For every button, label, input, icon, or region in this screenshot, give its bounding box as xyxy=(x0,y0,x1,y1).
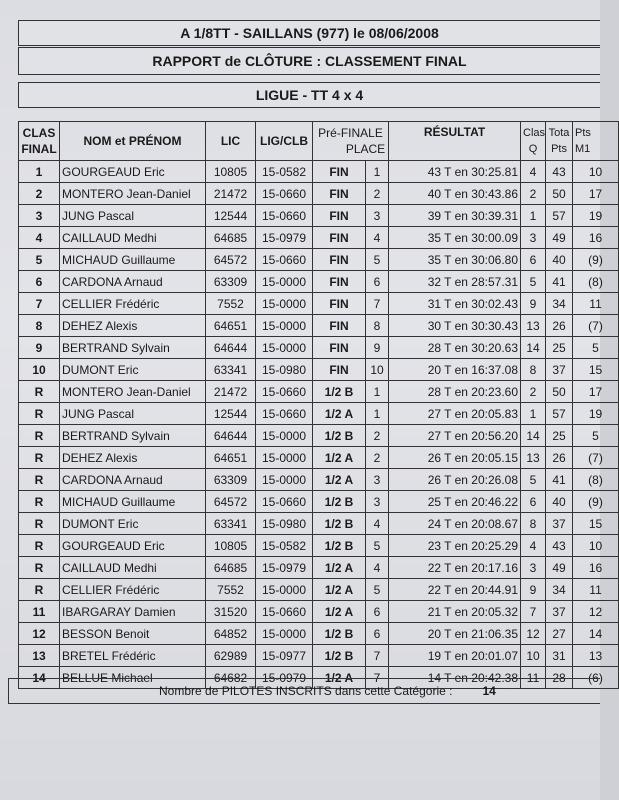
table-row xyxy=(19,271,619,293)
cell-class-final: 3 xyxy=(19,205,60,227)
cell-class-final: R xyxy=(19,557,60,579)
cell-pilot-name: BERTRAND Sylvain xyxy=(60,425,206,447)
cell-class-final: 13 xyxy=(19,645,60,667)
cell-points-m1: (9) xyxy=(573,249,619,271)
cell-license: 21472 xyxy=(206,183,256,205)
cell-license: 64651 xyxy=(206,315,256,337)
results-table xyxy=(18,121,619,689)
cell-result: 26 T en 20:26.08 xyxy=(389,469,521,491)
cell-prefinale: 1/2 A xyxy=(313,557,366,579)
cell-total-points: 49 xyxy=(546,227,573,249)
cell-class-final: R xyxy=(19,535,60,557)
cell-place: 1 xyxy=(366,403,389,425)
cell-qual-class: 2 xyxy=(521,381,546,403)
cell-result: 25 T en 20:46.22 xyxy=(389,491,521,513)
cell-league-club: 15-0660 xyxy=(256,205,313,227)
cell-total-points: 26 xyxy=(546,447,573,469)
table-row xyxy=(19,645,619,667)
cell-league-club: 15-0979 xyxy=(256,667,313,689)
cell-prefinale: 1/2 A xyxy=(313,469,366,491)
cell-league-club: 15-0000 xyxy=(256,315,313,337)
cell-place: 7 xyxy=(366,645,389,667)
registered-count-footer xyxy=(8,678,600,704)
cell-license: 63341 xyxy=(206,513,256,535)
report-title: RAPPORT de CLÔTURE : CLASSEMENT FINAL xyxy=(18,47,600,75)
cell-result: 31 T en 30:02.43 xyxy=(389,293,521,315)
cell-points-m1: 19 xyxy=(573,403,619,425)
cell-prefinale: 1/2 B xyxy=(313,513,366,535)
cell-points-m1: 10 xyxy=(573,535,619,557)
cell-total-points: 40 xyxy=(546,249,573,271)
cell-pilot-name: BELLUE Michael xyxy=(60,667,206,689)
table-row xyxy=(19,337,619,359)
cell-league-club: 15-0582 xyxy=(256,161,313,183)
cell-pilot-name: GOURGEAUD Eric xyxy=(60,535,206,557)
cell-points-m1: 17 xyxy=(573,183,619,205)
cell-qual-class: 3 xyxy=(521,227,546,249)
cell-points-m1: 15 xyxy=(573,359,619,381)
cell-class-final: 8 xyxy=(19,315,60,337)
cell-result: 23 T en 20:25.29 xyxy=(389,535,521,557)
cell-license: 63309 xyxy=(206,469,256,491)
cell-prefinale: 1/2 A xyxy=(313,579,366,601)
cell-class-final: R xyxy=(19,403,60,425)
cell-qual-class: 10 xyxy=(521,645,546,667)
cell-prefinale: 1/2 B xyxy=(313,381,366,403)
cell-pilot-name: MONTERO Jean-Daniel xyxy=(60,183,206,205)
cell-pilot-name: BESSON Benoit xyxy=(60,623,206,645)
cell-license: 12544 xyxy=(206,403,256,425)
cell-league-club: 15-0979 xyxy=(256,557,313,579)
cell-league-club: 15-0977 xyxy=(256,645,313,667)
cell-class-final: 9 xyxy=(19,337,60,359)
cell-class-final: 6 xyxy=(19,271,60,293)
cell-place: 2 xyxy=(366,425,389,447)
cell-prefinale: 1/2 B xyxy=(313,491,366,513)
cell-pilot-name: CARDONA Arnaud xyxy=(60,469,206,491)
cell-place: 3 xyxy=(366,469,389,491)
cell-qual-class: 2 xyxy=(521,183,546,205)
cell-league-club: 15-0000 xyxy=(256,623,313,645)
cell-prefinale: FIN xyxy=(313,293,366,315)
cell-qual-class: 1 xyxy=(521,403,546,425)
cell-place: 3 xyxy=(366,491,389,513)
cell-qual-class: 4 xyxy=(521,535,546,557)
cell-prefinale: 1/2 B xyxy=(313,623,366,645)
cell-place: 6 xyxy=(366,623,389,645)
cell-pilot-name: CAILLAUD Medhi xyxy=(60,227,206,249)
cell-league-club: 15-0000 xyxy=(256,425,313,447)
table-row xyxy=(19,249,619,271)
cell-class-final: R xyxy=(19,579,60,601)
cell-license: 12544 xyxy=(206,205,256,227)
cell-result: 39 T en 30:39.31 xyxy=(389,205,521,227)
cell-class-final: 4 xyxy=(19,227,60,249)
cell-total-points: 41 xyxy=(546,271,573,293)
col-header-pts-m1: Pts M1 xyxy=(573,122,619,161)
cell-qual-class: 13 xyxy=(521,447,546,469)
cell-result: 40 T en 30:43.86 xyxy=(389,183,521,205)
cell-points-m1: 12 xyxy=(573,601,619,623)
cell-class-final: 12 xyxy=(19,623,60,645)
cell-prefinale: 1/2 B xyxy=(313,425,366,447)
cell-total-points: 31 xyxy=(546,645,573,667)
cell-league-club: 15-0000 xyxy=(256,337,313,359)
cell-license: 63341 xyxy=(206,359,256,381)
cell-class-final: 14 xyxy=(19,667,60,689)
cell-license: 7552 xyxy=(206,579,256,601)
cell-pilot-name: DEHEZ Alexis xyxy=(60,447,206,469)
cell-points-m1: 15 xyxy=(573,513,619,535)
cell-total-points: 25 xyxy=(546,337,573,359)
cell-league-club: 15-0979 xyxy=(256,227,313,249)
cell-points-m1: (7) xyxy=(573,447,619,469)
cell-points-m1: 16 xyxy=(573,557,619,579)
cell-result: 27 T en 20:05.83 xyxy=(389,403,521,425)
cell-result: 20 T en 16:37.08 xyxy=(389,359,521,381)
col-header-resultat: RÉSULTAT xyxy=(389,122,521,161)
cell-place: 5 xyxy=(366,579,389,601)
cell-qual-class: 4 xyxy=(521,161,546,183)
cell-total-points: 34 xyxy=(546,579,573,601)
cell-result: 28 T en 20:23.60 xyxy=(389,381,521,403)
cell-league-club: 15-0660 xyxy=(256,183,313,205)
cell-class-final: R xyxy=(19,447,60,469)
cell-pilot-name: CELLIER Frédéric xyxy=(60,293,206,315)
cell-total-points: 57 xyxy=(546,205,573,227)
cell-total-points: 40 xyxy=(546,491,573,513)
table-row xyxy=(19,227,619,249)
cell-qual-class: 14 xyxy=(521,425,546,447)
cell-total-points: 50 xyxy=(546,183,573,205)
category-title: LIGUE - TT 4 x 4 xyxy=(18,82,600,108)
cell-league-club: 15-0660 xyxy=(256,403,313,425)
cell-qual-class: 7 xyxy=(521,601,546,623)
cell-points-m1: (8) xyxy=(573,271,619,293)
table-row xyxy=(19,381,619,403)
cell-class-final: R xyxy=(19,513,60,535)
cell-total-points: 25 xyxy=(546,425,573,447)
cell-total-points: 37 xyxy=(546,513,573,535)
cell-league-club: 15-0000 xyxy=(256,579,313,601)
cell-place: 7 xyxy=(366,293,389,315)
cell-points-m1: 14 xyxy=(573,623,619,645)
cell-qual-class: 5 xyxy=(521,271,546,293)
cell-prefinale: FIN xyxy=(313,337,366,359)
cell-result: 32 T en 28:57.31 xyxy=(389,271,521,293)
cell-pilot-name: IBARGARAY Damien xyxy=(60,601,206,623)
cell-license: 64685 xyxy=(206,557,256,579)
cell-prefinale: 1/2 A xyxy=(313,601,366,623)
cell-prefinale: FIN xyxy=(313,249,366,271)
cell-pilot-name: CELLIER Frédéric xyxy=(60,579,206,601)
cell-league-club: 15-0000 xyxy=(256,293,313,315)
table-row xyxy=(19,557,619,579)
cell-league-club: 15-0660 xyxy=(256,249,313,271)
cell-qual-class: 14 xyxy=(521,337,546,359)
cell-result: 20 T en 21:06.35 xyxy=(389,623,521,645)
table-row xyxy=(19,513,619,535)
cell-qual-class: 8 xyxy=(521,359,546,381)
cell-points-m1: 17 xyxy=(573,381,619,403)
cell-qual-class: 12 xyxy=(521,623,546,645)
table-row xyxy=(19,403,619,425)
cell-prefinale: FIN xyxy=(313,205,366,227)
cell-qual-class: 5 xyxy=(521,469,546,491)
cell-license: 64852 xyxy=(206,623,256,645)
cell-league-club: 15-0000 xyxy=(256,447,313,469)
cell-class-final: R xyxy=(19,491,60,513)
col-header-lig-clb: LIG/CLB xyxy=(256,122,313,161)
cell-place: 5 xyxy=(366,535,389,557)
cell-total-points: 34 xyxy=(546,293,573,315)
cell-place: 3 xyxy=(366,205,389,227)
cell-qual-class: 6 xyxy=(521,249,546,271)
table-row xyxy=(19,601,619,623)
cell-place: 7 xyxy=(366,667,389,689)
cell-license: 64572 xyxy=(206,491,256,513)
col-header-lic: LIC xyxy=(206,122,256,161)
registered-count-value: 14 xyxy=(482,684,496,698)
cell-prefinale: 1/2 A xyxy=(313,403,366,425)
cell-total-points: 43 xyxy=(546,535,573,557)
cell-result: 14 T en 20:42.38 xyxy=(389,667,521,689)
cell-place: 4 xyxy=(366,557,389,579)
registered-count-label: Nombre de PILOTES INSCRITS dans cette Catégorie : xyxy=(159,684,453,698)
cell-pilot-name: GOURGEAUD Eric xyxy=(60,161,206,183)
cell-prefinale: FIN xyxy=(313,161,366,183)
cell-points-m1: 5 xyxy=(573,337,619,359)
col-header-name: NOM et PRÉNOM xyxy=(60,122,206,161)
col-header-clas-q: Clas Q xyxy=(521,122,546,161)
cell-qual-class: 9 xyxy=(521,293,546,315)
cell-class-final: 5 xyxy=(19,249,60,271)
cell-license: 63309 xyxy=(206,271,256,293)
cell-total-points: 37 xyxy=(546,359,573,381)
cell-pilot-name: DUMONT Eric xyxy=(60,513,206,535)
table-row xyxy=(19,183,619,205)
cell-result: 35 T en 30:06.80 xyxy=(389,249,521,271)
cell-class-final: R xyxy=(19,381,60,403)
cell-league-club: 15-0582 xyxy=(256,535,313,557)
table-row xyxy=(19,359,619,381)
cell-qual-class: 13 xyxy=(521,315,546,337)
cell-points-m1: 16 xyxy=(573,227,619,249)
cell-license: 64651 xyxy=(206,447,256,469)
cell-prefinale: FIN xyxy=(313,271,366,293)
cell-prefinale: FIN xyxy=(313,315,366,337)
cell-license: 10805 xyxy=(206,535,256,557)
cell-qual-class: 9 xyxy=(521,579,546,601)
cell-place: 1 xyxy=(366,161,389,183)
cell-prefinale: FIN xyxy=(313,183,366,205)
cell-points-m1: 11 xyxy=(573,579,619,601)
cell-class-final: 1 xyxy=(19,161,60,183)
cell-prefinale: 1/2 A xyxy=(313,667,366,689)
cell-qual-class: 1 xyxy=(521,205,546,227)
cell-qual-class: 11 xyxy=(521,667,546,689)
cell-result: 19 T en 20:01.07 xyxy=(389,645,521,667)
cell-prefinale: FIN xyxy=(313,359,366,381)
cell-total-points: 49 xyxy=(546,557,573,579)
cell-result: 28 T en 30:20.63 xyxy=(389,337,521,359)
cell-place: 5 xyxy=(366,249,389,271)
cell-points-m1: 19 xyxy=(573,205,619,227)
cell-qual-class: 3 xyxy=(521,557,546,579)
cell-license: 31520 xyxy=(206,601,256,623)
cell-total-points: 41 xyxy=(546,469,573,491)
cell-pilot-name: MONTERO Jean-Daniel xyxy=(60,381,206,403)
cell-result: 22 T en 20:17.16 xyxy=(389,557,521,579)
cell-total-points: 37 xyxy=(546,601,573,623)
cell-qual-class: 6 xyxy=(521,491,546,513)
cell-license: 64682 xyxy=(206,667,256,689)
table-row xyxy=(19,579,619,601)
cell-result: 26 T en 20:05.15 xyxy=(389,447,521,469)
table-row xyxy=(19,447,619,469)
cell-league-club: 15-0660 xyxy=(256,601,313,623)
cell-prefinale: 1/2 B xyxy=(313,535,366,557)
cell-place: 1 xyxy=(366,381,389,403)
cell-class-final: 10 xyxy=(19,359,60,381)
cell-points-m1: 13 xyxy=(573,645,619,667)
results-body xyxy=(19,161,619,689)
cell-class-final: 11 xyxy=(19,601,60,623)
cell-pilot-name: MICHAUD Guillaume xyxy=(60,249,206,271)
cell-pilot-name: CARDONA Arnaud xyxy=(60,271,206,293)
cell-pilot-name: MICHAUD Guillaume xyxy=(60,491,206,513)
col-header-prefinale-place: Pré-FINALE PLACE xyxy=(313,122,389,161)
cell-result: 27 T en 20:56.20 xyxy=(389,425,521,447)
cell-prefinale: 1/2 A xyxy=(313,447,366,469)
cell-league-club: 15-0660 xyxy=(256,381,313,403)
cell-place: 2 xyxy=(366,447,389,469)
cell-league-club: 15-0980 xyxy=(256,359,313,381)
table-row xyxy=(19,623,619,645)
cell-place: 10 xyxy=(366,359,389,381)
cell-license: 62989 xyxy=(206,645,256,667)
cell-result: 22 T en 20:44.91 xyxy=(389,579,521,601)
cell-license: 10805 xyxy=(206,161,256,183)
cell-total-points: 26 xyxy=(546,315,573,337)
table-row xyxy=(19,425,619,447)
cell-result: 21 T en 20:05.32 xyxy=(389,601,521,623)
cell-qual-class: 8 xyxy=(521,513,546,535)
table-row xyxy=(19,491,619,513)
cell-class-final: 7 xyxy=(19,293,60,315)
table-row xyxy=(19,205,619,227)
cell-place: 4 xyxy=(366,513,389,535)
cell-pilot-name: BERTRAND Sylvain xyxy=(60,337,206,359)
cell-result: 43 T en 30:25.81 xyxy=(389,161,521,183)
cell-league-club: 15-0000 xyxy=(256,271,313,293)
col-header-total-pts: Tota Pts xyxy=(546,122,573,161)
col-header-clas-final: CLAS FINAL xyxy=(19,122,60,161)
cell-result: 35 T en 30:00.09 xyxy=(389,227,521,249)
cell-license: 7552 xyxy=(206,293,256,315)
cell-points-m1: 10 xyxy=(573,161,619,183)
cell-league-club: 15-0980 xyxy=(256,513,313,535)
cell-place: 2 xyxy=(366,183,389,205)
event-title: A 1/8TT - SAILLANS (977) le 08/06/2008 xyxy=(18,20,600,46)
cell-license: 64644 xyxy=(206,337,256,359)
cell-points-m1: 11 xyxy=(573,293,619,315)
cell-license: 64644 xyxy=(206,425,256,447)
cell-class-final: R xyxy=(19,425,60,447)
cell-place: 6 xyxy=(366,601,389,623)
cell-points-m1: (8) xyxy=(573,469,619,491)
cell-points-m1: (6) xyxy=(573,667,619,689)
cell-pilot-name: CAILLAUD Medhi xyxy=(60,557,206,579)
cell-points-m1: (7) xyxy=(573,315,619,337)
cell-result: 24 T en 20:08.67 xyxy=(389,513,521,535)
cell-pilot-name: JUNG Pascal xyxy=(60,403,206,425)
cell-points-m1: (9) xyxy=(573,491,619,513)
cell-pilot-name: JUNG Pascal xyxy=(60,205,206,227)
cell-place: 9 xyxy=(366,337,389,359)
table-row xyxy=(19,293,619,315)
cell-pilot-name: DUMONT Eric xyxy=(60,359,206,381)
cell-total-points: 57 xyxy=(546,403,573,425)
cell-place: 6 xyxy=(366,271,389,293)
cell-total-points: 50 xyxy=(546,381,573,403)
cell-place: 4 xyxy=(366,227,389,249)
cell-points-m1: 5 xyxy=(573,425,619,447)
cell-place: 8 xyxy=(366,315,389,337)
cell-license: 21472 xyxy=(206,381,256,403)
table-row xyxy=(19,161,619,183)
cell-prefinale: FIN xyxy=(313,227,366,249)
cell-total-points: 43 xyxy=(546,161,573,183)
cell-class-final: 2 xyxy=(19,183,60,205)
cell-league-club: 15-0660 xyxy=(256,491,313,513)
table-row xyxy=(19,535,619,557)
cell-class-final: R xyxy=(19,469,60,491)
cell-pilot-name: DEHEZ Alexis xyxy=(60,315,206,337)
cell-result: 30 T en 30:30.43 xyxy=(389,315,521,337)
cell-total-points: 28 xyxy=(546,667,573,689)
cell-prefinale: 1/2 B xyxy=(313,645,366,667)
table-row xyxy=(19,315,619,337)
cell-total-points: 27 xyxy=(546,623,573,645)
cell-pilot-name: BRETEL Frédéric xyxy=(60,645,206,667)
cell-league-club: 15-0000 xyxy=(256,469,313,491)
cell-license: 64572 xyxy=(206,249,256,271)
cell-license: 64685 xyxy=(206,227,256,249)
table-header-row xyxy=(19,122,619,161)
table-row xyxy=(19,469,619,491)
